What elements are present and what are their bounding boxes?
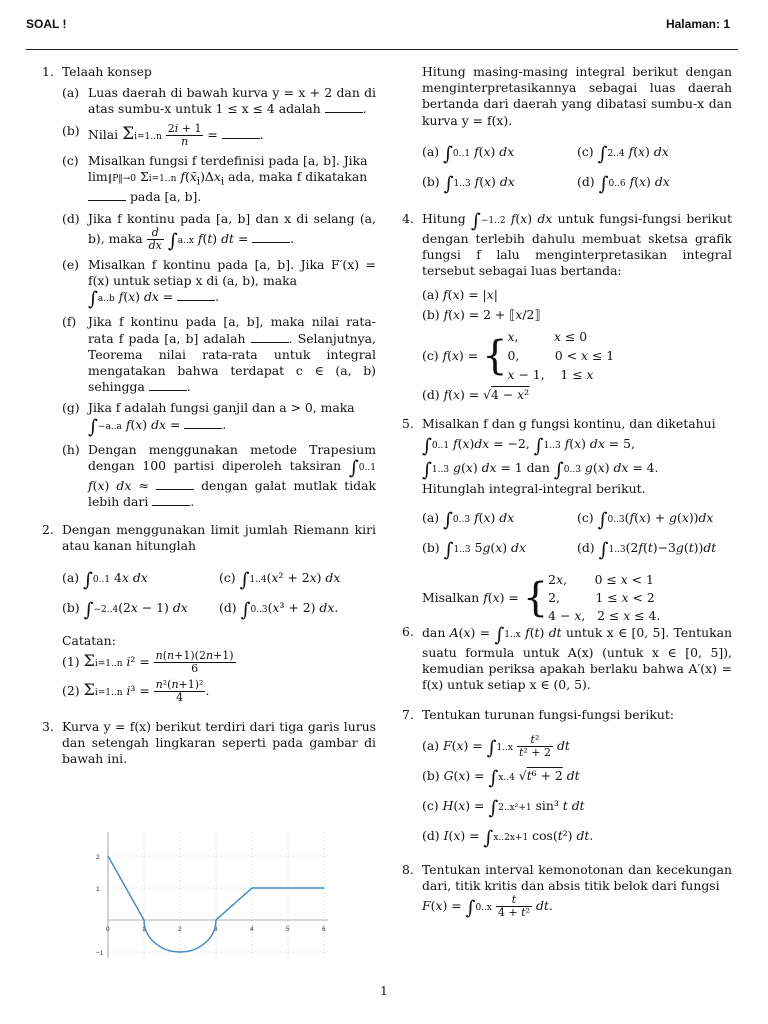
question-8: 8. Tentukan interval kemonotonan dan kecekungan dari, titik kritis dan absis titik belok dari fungsi F(x) = ∫0..x $\frac{t}{\text{4 + t²}}$ dt. bbox=[402, 861, 732, 920]
x-tick-label: 6 bbox=[322, 926, 326, 933]
x-tick-label: 1 bbox=[142, 926, 146, 933]
question-text: Hitunglah integral-integral berikut. bbox=[422, 480, 646, 496]
formula: ∫−a..a f(x) dx = . bbox=[88, 415, 227, 438]
item-3b: (b) ∫1..3 f(x) dx bbox=[422, 172, 515, 195]
question-text: Tentukan turunan fungsi-fungsi berikut: bbox=[422, 707, 675, 723]
note-2: (2) Σi=1..n i³ = $\frac{\text{n²(n+1)²}}{4}$ . bbox=[62, 677, 210, 704]
question-number: 3. bbox=[42, 718, 54, 734]
item-4b: (b) f(x) = 2 + ⟦x/2⟧ bbox=[422, 307, 541, 323]
question-6: 6. Misalkan f ( x ) = { 2x, 0 ≤ x < 1 2, 1 ≤ x < 2 4 − x, 2 ≤ x ≤ 4. dan A(x) = ∫1..x f(t) dt untuk x ∈ [0, 5]. Tentukan suatu formula untuk A(x) (untuk x ∈ [0, 5]), kemudian periksa apakah berlaku bahwa A′(x) = f(x) untuk setiap x ∈ (0, 5). bbox=[402, 571, 732, 693]
question-text: untuk fungsi-fungsi berikut dengan terlebih dahulu membuat sketsa grafik fungsi f lalu menginterpretasikan integral tersebut sebagai luas bertanda: bbox=[422, 210, 732, 279]
item-text: Jika f adalah fungsi ganjil dan a > 0, maka bbox=[88, 400, 355, 416]
y-tick-label: −1 bbox=[96, 950, 104, 957]
graph-grid bbox=[108, 832, 328, 958]
item-text: Misalkan f kontinu pada [a, b]. Jika F′(x) = f(x) untuk setiap x di (a, b), maka bbox=[88, 256, 376, 289]
q3-intro-text: Hitung masing-masing integral berikut dengan menginterpretasikannya sebagai luas daerah bertanda dari daerah yang dibatasi sumbu-x dan kurva y = f(x). bbox=[422, 64, 732, 128]
item-text: Luas daerah di bawah kurva y = x + 2 dan di atas sumbu-x untuk 1 ≤ x ≤ 4 adalah bbox=[88, 85, 376, 117]
question-number: 1. bbox=[42, 64, 54, 79]
answer-blank bbox=[325, 112, 363, 113]
question-2 bbox=[42, 522, 376, 707]
page-number: 1 bbox=[380, 984, 388, 998]
item-2a: (a) ∫0..1 4x dx bbox=[62, 568, 148, 591]
question-text: untuk x ∈ [0, 5]. Tentukan suatu formula untuk A(x) (untuk x ∈ [0, 5]), kemudian periksa apakah berlaku bahwa A′(x) = f(x) untuk setiap x ∈ (0, 5). bbox=[422, 624, 732, 693]
right-column bbox=[402, 64, 732, 919]
item-7d: (d) I(x) = ∫x..2x+1 cos(t²) dt. bbox=[422, 826, 594, 849]
question-text: Kurva y = f(x) berikut terdiri dari tiga garis lurus dan setengah lingkaran seperti pada gambar di bawah ini. bbox=[62, 718, 376, 767]
item-text: ada, maka f dikatakan bbox=[228, 168, 368, 184]
item-5a: (a) ∫0..3 f(x) dx bbox=[422, 508, 515, 531]
item-label: (g) bbox=[62, 400, 80, 416]
item-4d: (d) f(x) = √4 − x² bbox=[422, 387, 530, 403]
question-text: Dengan menggunakan limit jumlah Riemann kiri atau kanan hitunglah bbox=[62, 522, 376, 554]
x-tick-label: 3 bbox=[214, 926, 218, 933]
item-1a: (a) Luas daerah di bawah kurva y = x + 2 dan di atas sumbu-x untuk 1 ≤ x ≤ 4 adalah . bbox=[62, 85, 376, 117]
item-label: (c) bbox=[62, 152, 79, 168]
item-text: Jika f kontinu pada [a, b] dan x di selang (a, b), maka bbox=[88, 210, 376, 246]
item-label: (e) bbox=[62, 256, 80, 272]
item-text: Dengan menggunakan metode Trapesium dengan 100 partisi diperoleh taksiran bbox=[88, 441, 376, 473]
y-tick-label: 2 bbox=[96, 854, 100, 861]
x-tick-label: 0 bbox=[106, 926, 110, 933]
question-text: Tentukan interval kemonotonan dan kecekungan dari, titik kritis dan absis titik belok dari fungsi bbox=[422, 861, 732, 893]
question-3 bbox=[42, 719, 376, 768]
item-text: . Selanjutnya, Teorema nilai rata-rata untuk integral mengatakan bahwa terdapat c ∈ (a, b) sehingga bbox=[88, 330, 376, 395]
formula: Σi=1..n $\frac{2i + 1}{n}$ = . bbox=[122, 121, 264, 148]
item-3a: (a) ∫0..1 f(x) dx bbox=[422, 142, 515, 165]
item-1b bbox=[62, 123, 376, 148]
note-1: (1) Σi=1..n i² = $\frac{n(n+1)(2n+1)}{6}$ bbox=[62, 648, 234, 675]
page-label: Halaman: 1 bbox=[665, 17, 730, 31]
item-4c: (c) f ( x ) = { x, x ≤ 0 0, 0 < x ≤ 1 x − 1, 1 ≤ x bbox=[422, 329, 615, 383]
question-number: 2. bbox=[42, 522, 54, 538]
header-title: SOAL ! bbox=[26, 17, 67, 31]
item-1f: (f) Jika f kontinu pada [a, b], maka nilai rata-rata f pada [a, b] adalah . Selanjutnya, Teorema nilai rata-rata untuk integral mengatakan bahwa terdapat c ∈ (a, b) sehingga . bbox=[62, 314, 376, 395]
item-5b: (b) ∫1..3 5g(x) dx bbox=[422, 538, 526, 561]
item-3d: (d) ∫0..6 f(x) dx bbox=[577, 172, 670, 195]
item-text: dengan galat mutlak tidak lebih dari bbox=[88, 477, 376, 509]
y-tick-label: 1 bbox=[96, 886, 100, 893]
question-7: 7. Tentukan turunan fungsi-fungsi berikut: (a) F(x) = ∫1..x $\frac{\text{t²}}{\text{t² + 2}}$ dt (b) G(x) = ∫x..4 √t⁶ + 2 dt (c) H(x) = ∫2..x²+1 sin³ t dt (d) I(x) = ∫x..2x+1 cos(t²) dt. bbox=[402, 707, 732, 851]
item-7b: (b) G(x) = ∫x..4 √t⁶ + 2 dt bbox=[422, 766, 580, 789]
formula: ∫0..1 f(x) dx ≈ bbox=[88, 456, 376, 493]
item-5d: (d) ∫1..3(2f(t)−3g(t))dt bbox=[577, 538, 717, 561]
item-text: pada [a, b]. bbox=[129, 189, 202, 205]
item-2b: (b) ∫−2..4(2x − 1) dx bbox=[62, 598, 188, 621]
item-text: Jika f kontinu pada [a, b], maka nilai rata-rata f pada [a, b] adalah bbox=[88, 314, 376, 346]
item-1h: (h) Dengan menggunakan metode Trapesium dengan 100 partisi diperoleh taksiran ∫0..1 f(x) dx ≈ dengan galat mutlak tidak lebih dari . bbox=[62, 441, 376, 509]
question-title: Telaah konsep bbox=[62, 64, 152, 79]
question-text: Misalkan f dan g fungsi kontinu, dan diketahui bbox=[422, 416, 716, 432]
item-3c: (c) ∫2..4 f(x) dx bbox=[577, 142, 669, 165]
formula: lim‖P‖→0 Σi=1..n $f(x̄_i)\Delta x_i$ bbox=[88, 168, 225, 188]
item-label: (f) bbox=[62, 314, 77, 330]
item-1c bbox=[62, 153, 376, 206]
function-graph bbox=[86, 828, 336, 962]
note-title: Catatan: bbox=[62, 632, 116, 648]
item-text: Nilai bbox=[88, 126, 119, 142]
item-text: Misalkan fungsi f terdefinisi pada [a, b]. Jika bbox=[88, 152, 368, 168]
item-5c: (c) ∫0..3(f(x) + g(x))dx bbox=[577, 508, 714, 531]
question-5: 5. Misalkan f dan g fungsi kontinu, dan diketahui ∫0..1 f(x)dx = −2, ∫1..3 f(x) dx = 5, ∫1..3 g(x) dx = 1 dan ∫0..3 g(x) dx = 4. Hitunglah integral-integral berikut. (a) ∫0..3 f(x) dx (c) ∫0..3(f(x) + g(x))dx (b) ∫1..3 5g(x) dx (d) ∫1..3(2f(t)−3g(t))dt bbox=[402, 416, 732, 562]
formula: ∫a..b f(x) dx = . bbox=[88, 288, 220, 311]
formula: $\frac{d}{dx}$ ∫a..x f(t) dt = . bbox=[148, 225, 295, 252]
item-1e bbox=[62, 257, 376, 309]
item-label: (b) bbox=[62, 122, 80, 138]
header-rule bbox=[26, 49, 738, 50]
item-1d bbox=[62, 211, 376, 252]
item-7a: (a) F(x) = ∫1..x $\frac{\text{t²}}{\text{t² + 2}}$ dt bbox=[422, 732, 570, 759]
question-1 bbox=[42, 64, 376, 510]
question-4: 4. Hitung ∫−1..2 f(x) dx untuk fungsi-fungsi berikut dengan terlebih dahulu membuat sketsa grafik fungsi f lalu menginterpretasikan integral tersebut sebagai luas bertanda: (a) f(x) = |x| (b) f(x) = 2 + ⟦x/2⟧ (c) f ( x ) = { x, x ≤ 0 0, 0 < x ≤ 1 x − 1, 1 ≤ x (d) f(x) = √4 − x² bbox=[402, 211, 732, 407]
item-2c: (c) ∫1..4(x² + 2x) dx bbox=[219, 568, 341, 591]
item-2d: (d) ∫0..3(x³ + 2) dx. bbox=[219, 598, 339, 621]
x-tick-label: 5 bbox=[286, 926, 290, 933]
item-7c: (c) H(x) = ∫2..x²+1 sin³ t dt bbox=[422, 796, 585, 819]
left-column bbox=[42, 64, 376, 767]
x-tick-label: 4 bbox=[250, 926, 254, 933]
item-1g bbox=[62, 400, 376, 436]
item-label: (d) bbox=[62, 210, 80, 226]
item-label: (h) bbox=[62, 441, 80, 457]
item-label: (a) bbox=[62, 85, 80, 101]
item-4a: (a) f(x) = |x| bbox=[422, 287, 498, 303]
x-tick-label: 2 bbox=[178, 926, 182, 933]
